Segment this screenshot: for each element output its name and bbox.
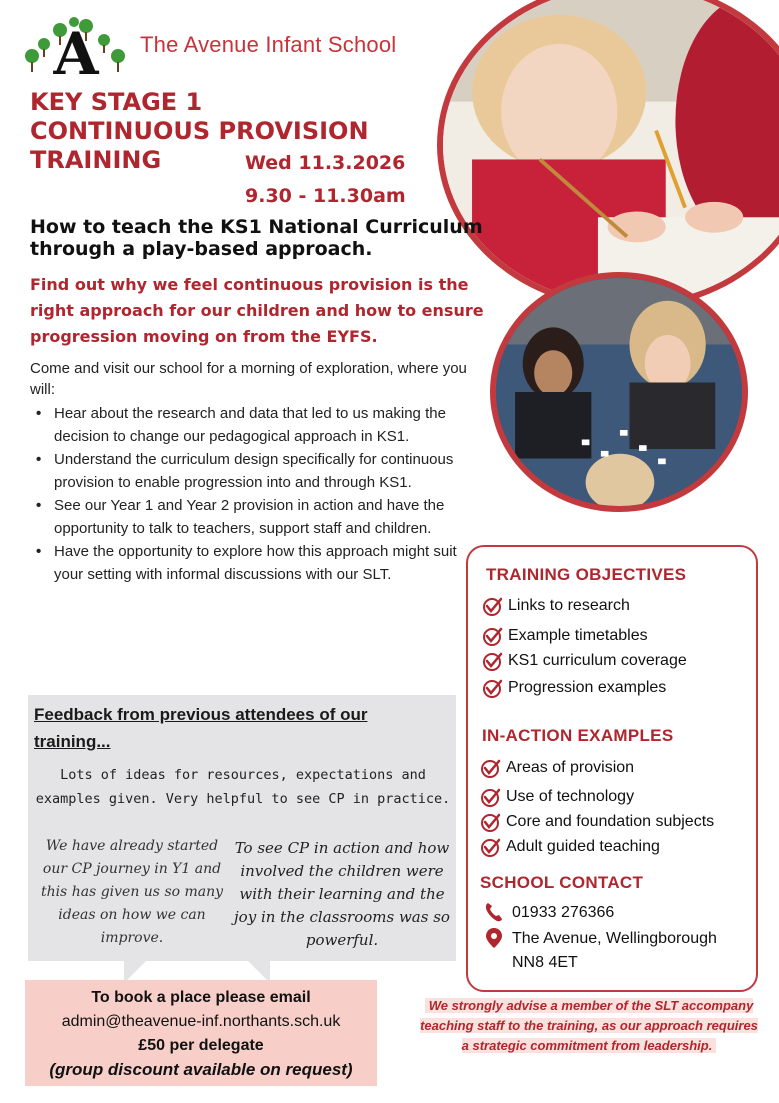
objective-item xyxy=(482,625,648,647)
bullet-list xyxy=(32,402,472,586)
check-circle-icon xyxy=(482,625,504,647)
check-circle-icon xyxy=(480,836,502,858)
objective-label: Links to research xyxy=(508,597,630,614)
check-circle-icon xyxy=(482,650,504,672)
logo-letter: A xyxy=(53,20,99,78)
bullet-item: • Hear about the research and data that led to us making the decision to change our pedagogical approach in KS1. xyxy=(32,402,472,448)
visit-text: Come and visit our school for a morning of exploration, where you will: xyxy=(30,360,467,398)
objectives-heading: TRAINING OBJECTIVES xyxy=(486,565,687,584)
intro-text: Find out why we feel continuous provision is the right approach for our children and how to ensure progression moving on from the EYFS. xyxy=(30,275,484,346)
title-line-1: KEY STAGE 1 xyxy=(30,88,203,116)
title-line-2: CONTINUOUS PROVISION xyxy=(30,117,369,145)
feedback-heading: Feedback from previous attendees of our training... xyxy=(34,705,368,751)
advice-text: We strongly advise a member of the SLT accompany teaching staff to the training, as our approach requires a strategic commitment from leadership. xyxy=(420,998,758,1053)
feedback-quote-3: To see CP in action and how involved the children were with their learning and the joy in the classrooms was so powerful. xyxy=(234,839,450,949)
contact-phone xyxy=(484,901,614,925)
booking-price: £50 per delegate xyxy=(138,1037,264,1054)
objectives-panel xyxy=(466,545,758,992)
contact-address xyxy=(484,927,717,975)
school-name: The Avenue Infant School xyxy=(140,32,397,57)
location-pin-icon xyxy=(484,927,504,949)
booking-discount: (group discount available on request) xyxy=(49,1060,353,1079)
address-line-1: The Avenue, Wellingborough xyxy=(512,930,717,947)
objective-item xyxy=(482,650,687,672)
feedback-quote-1: Lots of ideas for resources, expectations and examples given. Very helpful to see CP in practice. xyxy=(35,767,451,807)
booking-box xyxy=(25,980,377,1086)
feedback-quote-2: We have already started our CP journey in Y1 and this has given us so many ideas on how we can improve. xyxy=(40,838,224,946)
title-line-3: TRAINING xyxy=(30,146,162,174)
feedback-panel xyxy=(28,695,456,961)
objective-label: KS1 curriculum coverage xyxy=(508,652,687,669)
in-action-label: Use of technology xyxy=(506,788,635,805)
subtitle-line-1: How to teach the KS1 National Curriculum xyxy=(30,216,483,238)
bullet-item: • Understand the curriculum design specifically for continuous provision to enable progression into and through KS1. xyxy=(32,448,472,494)
school-logo xyxy=(22,12,130,78)
bullet-item: • Have the opportunity to explore how this approach might suit your setting with informal discussions with our SLT. xyxy=(32,540,472,586)
in-action-label: Adult guided teaching xyxy=(506,838,660,855)
check-circle-icon xyxy=(482,595,504,617)
in-action-item xyxy=(480,811,714,833)
event-date: Wed 11.3.2026 xyxy=(245,152,406,174)
event-time: 9.30 - 11.30am xyxy=(245,185,406,207)
in-action-label: Areas of provision xyxy=(506,759,635,776)
check-circle-icon xyxy=(482,677,504,699)
classroom-photo-floor xyxy=(490,272,748,512)
bullet-item: • See our Year 1 and Year 2 provision in action and have the opportunity to talk to teachers, support staff and children. xyxy=(32,494,472,540)
classroom-photo-writing xyxy=(437,0,779,310)
event-subtitle xyxy=(30,216,510,260)
contact-heading: SCHOOL CONTACT xyxy=(480,873,644,892)
slt-advice xyxy=(420,996,758,1056)
in-action-label: Core and foundation subjects xyxy=(506,813,715,830)
check-circle-icon xyxy=(480,757,502,779)
phone-icon xyxy=(484,901,504,923)
in-action-item xyxy=(480,836,660,858)
phone-number[interactable]: 01933 276366 xyxy=(512,904,615,921)
objective-label: Example timetables xyxy=(508,627,648,644)
in-action-item xyxy=(480,757,634,779)
subtitle-line-2: through a play-based approach. xyxy=(30,238,373,260)
objective-item xyxy=(482,595,630,617)
address-line-2: NN8 4ET xyxy=(512,954,578,971)
booking-email-link[interactable]: admin@theavenue-inf.northants.sch.uk xyxy=(61,1013,341,1030)
objective-label: Progression examples xyxy=(508,679,667,696)
objective-item xyxy=(482,677,666,699)
in-action-heading: IN-ACTION EXAMPLES xyxy=(482,726,674,745)
booking-instruction: To book a place please email xyxy=(91,989,311,1006)
check-circle-icon xyxy=(480,811,502,833)
check-circle-icon xyxy=(480,786,502,808)
in-action-item xyxy=(480,786,634,808)
